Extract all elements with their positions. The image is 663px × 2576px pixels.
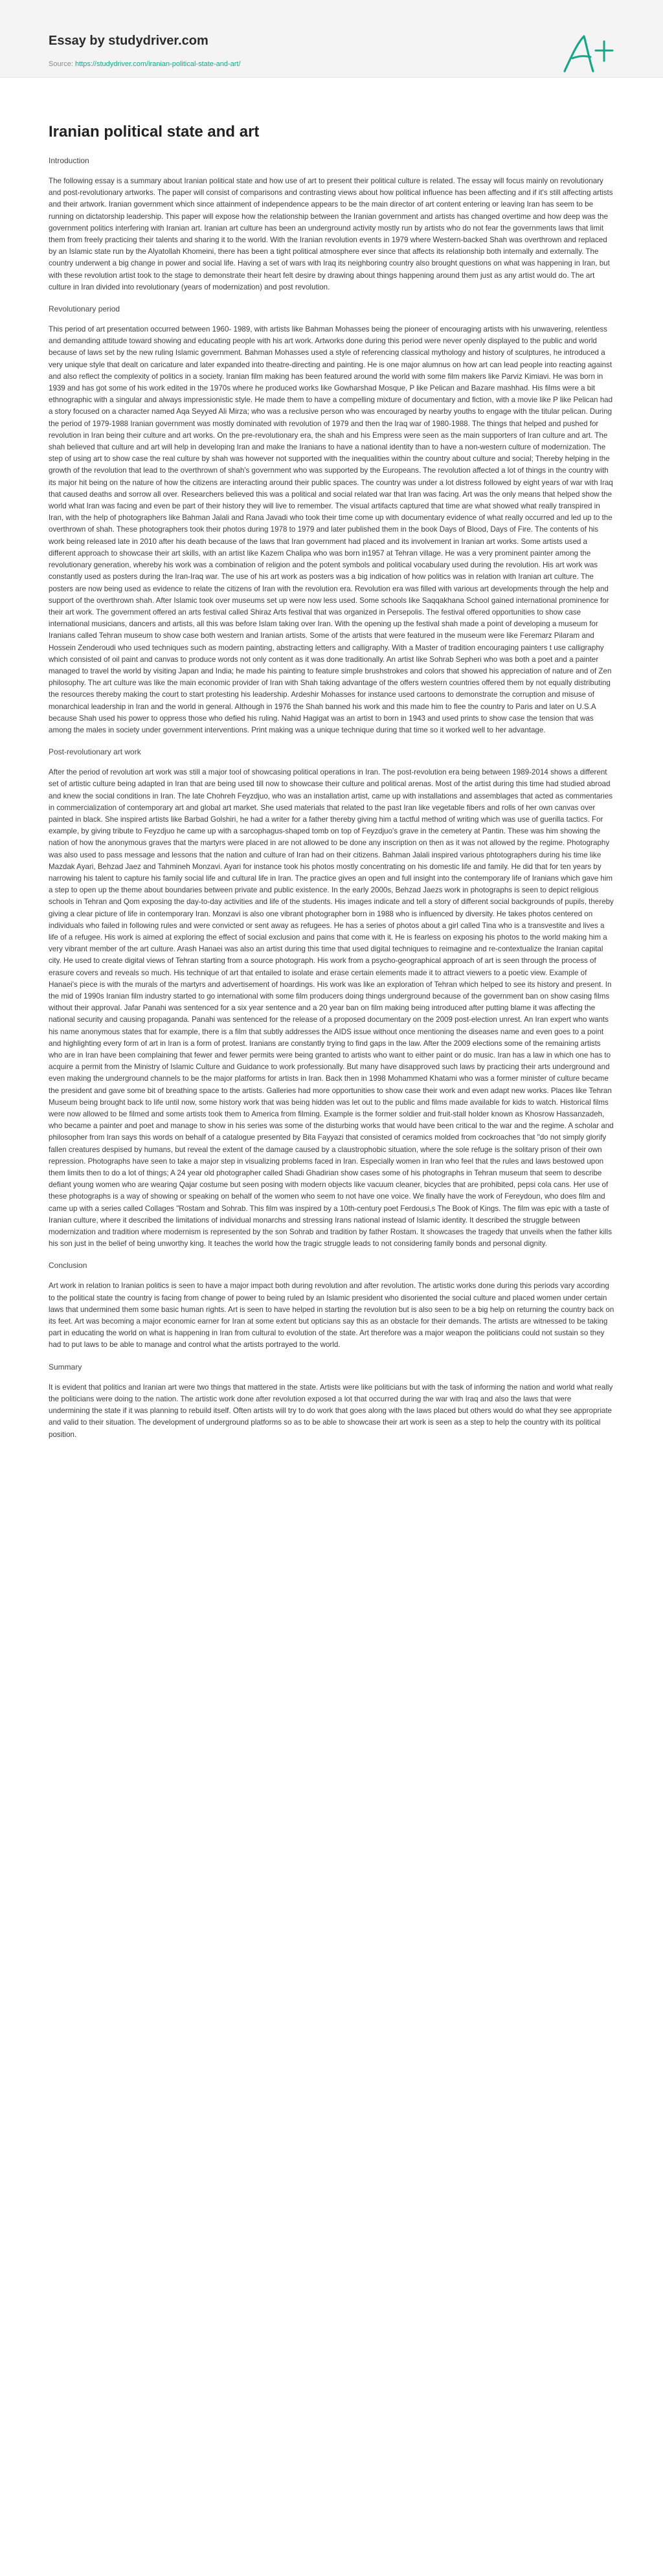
essay-content: [0, 78, 663, 1441]
source-line: [49, 60, 241, 68]
section-text: Art work in relation to Iranian politics is seen to have a major impact both during revolution and after revolution. The artistic works done during this periods vary according to the political state the country is facing from change of power to being ruled by an Islamic president who disoriented the social culture and placed women under certain laws that undermined them some basic human rights. Art is seen to have helped in starting the revolution but is also seen to be a big help on returning the country back on its feet. Art was becoming a major economic earner for Iran at some extent but opticians say this as an obstacle for their demands. The artists are witnessed to be taking part in educating the world on what is happening in Iran from cultural to evolution of the state. Art therefore was a major weapon the politicians could not sustain so they had to put laws to be able to manage and control what the artists portrayed to the world.: [49, 1282, 614, 1350]
section-text: The following essay is a summary about Iranian political state and how use of art to present their political culture is related. The essay will focus mainly on revolutionary and post-revolutionary artworks. The paper will consist of comparisons and contrasting views about how political influence has been affecting and if it's still affecting artists and their artwork. Iranian government which since attainment of independence appears to be the main director of art content entering or leaving Iran has seem to be running on dictatorship leadership. This paper will expose how the relationship between the Iranian government and artists has changed overtime and how deep was the government politics interfering with Iranian art. Iranian art culture has been an underground activity mostly run by artists who do not fear the governments laws that limit them from freely practicing their talents and sharing it to the world. With the Iranian revolution events in 1979 where Western-backed Shah was overthrown and replaced by an Islamic state run by the Alyatollah Khomeini, there has been a tight political atmosphere ever since that affects its relationship both internally and externally. The country underwent a big change in power and social life. Having a set of wars with Iraq its neighboring country also brought questions on what was happening in Iran, but with these revolution artist took to the stage to demonstrate their heart felt desire by drawing about things happening around them just as any artist would do. The art culture in Iran divided into revolutionary (years of modernization) and post revolution.: [49, 177, 613, 291]
section-heading: Post-revolutionary art work: [49, 747, 141, 757]
site-title: Essay by studydriver.com: [49, 34, 208, 48]
section-heading: Summary: [49, 1362, 82, 1372]
section-post-revolutionary: [49, 747, 614, 1250]
section-heading: Revolutionary period: [49, 304, 120, 314]
section-introduction: [49, 156, 614, 293]
section-summary: [49, 1362, 614, 1441]
section-conclusion: [49, 1261, 614, 1351]
section-heading: Introduction: [49, 156, 89, 165]
section-revolutionary-period: [49, 304, 614, 736]
section-heading: Conclusion: [49, 1261, 87, 1271]
a-plus-logo-icon: [558, 31, 616, 76]
page-header: [0, 0, 663, 78]
section-text: This period of art presentation occurred between 1960- 1989, with artists like Bahman Mohasses being the pioneer of encouraging artists with his unwavering, relentless and demanding attitude toward showing and educating people with his art work. Artworks done during this period were never openly displayed to the public and world because of laws set by the new ruling Islamic government. Bahman Mohasses used a style of referencing classical mythology and history of sculptures, he introduced a very unique style that dealt on caricature and later expanded into theatre-directing and painting. He is one major alumnus on how art can lead people into reacting against and also reflect the complexity of politics in a society. Iranian film making has been featured around the world with some film makers like Parviz Kimiavi. He was born in 1939 and has got some of his work edited in the 1970s where he produced works like Gowharshad Mosque, P like Pelican and Bazare mashhad. His films were a bit ethnographic with a singular and always impressionistic style. He made them to have a compelling mixture of documentary and fiction, with a movie like P like Pelican had a story focused on a character named Aqa Seyyed Ali Mirza; who was a reclusive person who was encouraged by nearby youths to engage with the titular pelican. During the period of 1979-1988 Iranian government was mostly dominated with revolution of 1979 and then the Iraq war of 1980-1988. The things that helped and pushed for revolution in Iran being their culture and art works. On the pre-revolutionary era, the shah and his Empress were seen as the main supporters of Iran culture and art. The shah believed that culture and art will help in developing Iran and make the Iranians to have a national identity than to have a non-western culture of modernization. The step of using art to show case the real culture by shah was however not supported with the inequalities within the country about culture and social; Thereby helping in the growth of the revolution that lead to the overthrown of shah's government who was supported by the Europeans. The revolution affected a lot of things in the country with its major hit being on the nature of how the citizens are interacting around their public spaces. The country was under a lot distress followed by eight years of war with Iraq that caused deaths and sorrow all over. Researchers believed this was a political and social related war that Iran was facing. Art was the only means that helped show the world what Iran was facing and even be part of their history they will live to remember. The visual artifacts captured that time are what showed what really transpired in Iran, with the help of photographers like Bahman Jalali and Rana Javadi who took their time come up with documentary evidence of what really occurred and led up to the overthrown of shah. These photographers took their photos during 1978 to 1979 and later published them in the book Days of Blood, Days of Fire. The contents of his work being released late in 2010 after his death because of the laws that Iran government had placed and its involvement in Iranian art works. Some artists used a different approach to showcase their art skills, with an artist like Kazem Chalipa who was born in1957 at Tehran village. He was a very prominent painter among the revolutionary generation, whereby his work was a combination of religion and the potent symbols and political vocabulary used during the revolution. His art work was constantly used as posters during the Iran-Iraq war. The use of his art work as posters was a big indication of how politics was in relation with Iranian art culture. The posters are now being used as evidence to relate the citizens of Iran with the revolution era. Revolution era was filled with various art developments through the help and support of the overthrown shah. After Islamic took over museums set up were now less used. Some schools like Saqqakhana School gained international prominence for their art work. The government offered an arts festival called Shiraz Arts festival that was organized in Persepolis. The festival offered opportunities to show case international musicians, dancers and artists, all this was before Islam taking over Iran. With the opening up the festival shah made a point of developing a museum for Iranians called Tehran museum to show case both western and Iranian artists. Some of the artists that were featured in the museum were like Feremarz Pilaram and Hossein Zenderoudi who used techniques such as modern painting, abstracting letters and calligraphy. With a Master of tradition encouraging painters t use calligraphy which consisted of oil paint and canvas to produce words not only content as it was done traditionally. An artist like Sohrab Sepheri who was both a poet and a painter managed to travel the world by visiting Japan and India; he made his painting to feature simple brushstrokes and colors that showed his appreciation of nature and of Zen philosophy. The art culture was like the main economic provider of Iran with Shah taking advantage of the offers western countries offered them by not equally distributing the resources thereby making the court to start protesting his leadership. Ardeshir Mohasses for instance used cartoons to demonstrate the corruption and misuse of monarchical leadership in Iran and the world in general. Although in 1976 the Shah banned his work and this made him to flee the country to Paris and later on U.S.A because Shah used his power to oppress those who defied his ruling. Nahid Hagigat was an artist to born in 1943 and used prints to show case the tension that was among the males in society under government interventions. Print making was a unique technique during that time so it worked well to her advantage.: [49, 325, 613, 734]
source-label: Source:: [49, 60, 75, 68]
section-text: It is evident that politics and Iranian art were two things that mattered in the state. Artists were like politicians but with the task of informing the nation and world what really the politicians were doing to the nation. The artistic work done after revolution exposed a lot that occurred during the war with Iraq and also the laws that were undermining the state if it was planning to rebuild itself. Often artists will try to do work that goes along with the laws placed but others would do what they see appropriate and valid to their situation. The development of underground platforms so as to be able to showcase their art work is seen as a step to help the country with its political position.: [49, 1383, 613, 1439]
essay-title: Iranian political state and art: [49, 123, 260, 141]
source-link[interactable]: https://studydriver.com/iranian-political-state-and-art/: [74, 60, 241, 68]
section-text: After the period of revolution art work was still a major tool of showcasing political operations in Iran. The post-revolution era being between 1989-2014 shows a different set of artistic culture being adapted in Iran that are being used till now to showcase their culture and political arenas. Most of the artist during this time had studied abroad and knew the social conditions in Iran. The late Chohreh Feyzdjuo, who was an installation artist, came up with installations and assemblages that acted as commentaries in commercialization of contemporary art and global art market. She used materials that related to the past Iran like vegetable fibers and rolls of her own canvas over painted in black. She inspired artists like Barbad Golshiri, he had a writer for a father thereby giving him a tactful method of writing which was use of guerilla tactics. For example, by giving tribute to Feyzdjuo he came up with a sarcophagus-shaped tomb on top of Feyzdjuo's grave in the cemetery at Pantin. These was him showing the nation of how the anonymous graves that the martyrs were placed in are not allowed to be done any inscription on then as it was not allowed by the regime. Photography was also used to pass message and lessons that the nation and culture of Iran had on their citizens. Bahman Jalali inspired various phtotographers during his time like Mazdak Ayari, Behzad Jaez and Tahmineh Monzavi. Ayari for instance took his photos mostly concentrating on his domestic life and family. He did that for ten years by narrowing his talent to capture his family social life and cultural life in Iran. The practice gives an open and full insight into the contemporary life of Iranians which gave him a step to open up the theme about boundaries between private and public existence. In the early 2000s, Behzad Jaezs work in photographs is seen to depict religious schools in Tehran and Qom exposing the day-to-day activities and life of the students. His images indicate and tell a story of different social backgrounds of pupils, thereby giving a clear picture of life in contemporary Iran. Monzavi is also one vibrant photographer born in 1988 who is influenced by diversity. He takes photos centered on individuals who failed in following rules and were convicted or sent away as refugees. He has a series of photos about a girl called Tina who is a transvestite and lives a life of a refugee. His work is aimed at exploring the effect of social exclusion and pains that come with it. He is fearless on exposing his photos to the world making him a very vibrant member of the art culture. Arash Hanaei was also an artist during this time that used digital techniques to reimagine and re-contextualize the Iranian capital city. He used to create digital views of Tehran starting from a source photograph. His work from a psycho-geographical approach of art is seen through the process of erasure covers and reveals so much. His technique of art that entailed to isolate and erase certain elements made it to attract viewers to a poetic view. Example of Hanaei's piece is with the murals of the martyrs and advertisement of hoardings. His work was like an exploration of Tehran which helped to see its history and present. In the mid of 1990s Iranian film industry started to go international with some film producers doing things underground because of the government ban on show casing films without their approval. Jafar Panahi was sentenced for a six year sentence and a 20 year ban on film making being introduced after putting blame it was affecting the national security and causing propaganda. Panahi was sentenced for the release of a proposed documentary on the 2009 post-election unrest. An Iran expert who wants his name anonymous states that for example, there is a film that subtly addresses the AIDS issue without once mentioning the diseases name and even goes to a point and highlighting every form of art in Iran is a form of protest. Iranians are constantly trying to find gaps in the law. After the 2009 elections some of the remaining artists who are in Iran have been complaining that fewer and fewer permits were being granted to artists who want to either paint or do music. Iran has a law in which one has to acquire a permit from the Ministry of Islamic Culture and Guidance to work professionally. But many have disapproved such laws by practicing their arts underground and even making the underground channels to be the major platforms for artists in Iran. Back then in 1998 Mohammed Khatami who was a former minister of culture became the president and gave some bit of breathing space to the artists. Galleries had more opportunities to show case their work and even adapt new works. Places like Tehran Museum being brought back to life until now, some history work that was being hidden was let out to the public and films made available for kids to watch. Historical films were now allowed to be filmed and some artists took them to America from filming. Example is the former soldier and fruit-stall holder known as Khosrow Hassanzadeh, who became a painter and poet and manage to show in his series was some of the disturbing works that would have been critical to the war and the regime. A scholar and philosopher from Iran says this words on behalf of a catalogue presented by Bita Fayyazi that consisted of ceramics molded from cockroaches that "do not simply glorify fallen creatures despised by humans, but reveal the extent of the damage caused by a claustrophobic situation, where the sole refuge is the solitary prison of their own repression. Photographs have seen to take a major step in visualizing problems faced in Iran. Especially women in Iran who feel that the rules and laws bestowed upon them limits then to do a lot of things; A 24 year old photographer called Shadi Ghadirian show cases some of his photographs in Tehran museum that seem to describe defiant young women who are wearing Qajar costume but seen posing with modern objects like vacuum cleaner, bicycles that are prohibited, pepsi cola cans. Her use of these photographs is a way of showing or speaking on behalf of the women who seem to not have one voice. We finally have the work of Fereydoun, who does film and came up with a series called Collages "Rostam and Sohrab. This film was inspired by a 10th-century poet Ferdousi,s The Book of Kings. The film was epic with a taste of Iranian culture, where it described the limitations of individual monarchs and stressing Irans national instead of Islamic identity. It described the struggle between modernization and tradition where modernism is represented by the son Sohrab and tradition by father Rostam. It showcases the tragedy that unveils when the father kills his son just in the belief of being unworthy king. It teaches the world how the tragic struggle leads to not considering family bonds and personal dignity.: [49, 768, 614, 1248]
